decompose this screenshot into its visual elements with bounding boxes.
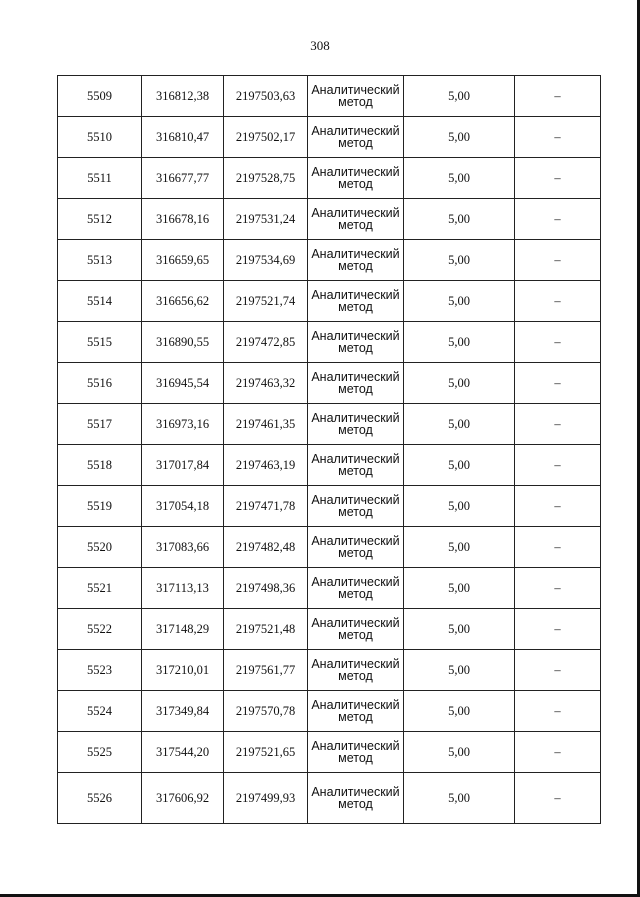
method-line-2: метод	[338, 300, 373, 314]
accuracy-cell: 5,00	[404, 322, 515, 363]
y-coordinate-cell: 2197498,36	[224, 568, 308, 609]
x-coordinate-cell: 317210,01	[142, 650, 224, 691]
method-cell	[308, 773, 404, 824]
y-coordinate-cell: 2197472,85	[224, 322, 308, 363]
accuracy-cell: 5,00	[404, 486, 515, 527]
method-cell	[308, 486, 404, 527]
point-number-cell: 5519	[58, 486, 142, 527]
method-cell	[308, 691, 404, 732]
page-number: 308	[310, 38, 330, 53]
accuracy-cell: 5,00	[404, 568, 515, 609]
method-cell	[308, 158, 404, 199]
x-coordinate-cell: 317083,66	[142, 527, 224, 568]
table-row	[58, 773, 601, 824]
point-number-cell: 5511	[58, 158, 142, 199]
accuracy-cell: 5,00	[404, 158, 515, 199]
y-coordinate-cell: 2197499,93	[224, 773, 308, 824]
table-row	[58, 404, 601, 445]
note-cell: –	[515, 527, 601, 568]
point-number-cell: 5513	[58, 240, 142, 281]
method-line-2: метод	[338, 587, 373, 601]
method-cell	[308, 650, 404, 691]
point-number-cell: 5520	[58, 527, 142, 568]
method-line-1: Аналитический	[311, 246, 400, 261]
method-cell	[308, 609, 404, 650]
method-line-1: Аналитический	[311, 287, 400, 302]
x-coordinate-cell: 317148,29	[142, 609, 224, 650]
note-cell: –	[515, 76, 601, 117]
point-number-cell: 5524	[58, 691, 142, 732]
accuracy-cell: 5,00	[404, 199, 515, 240]
method-line-2: метод	[338, 95, 373, 109]
x-coordinate-cell: 316812,38	[142, 76, 224, 117]
accuracy-cell: 5,00	[404, 609, 515, 650]
y-coordinate-cell: 2197570,78	[224, 691, 308, 732]
table-row	[58, 486, 601, 527]
y-coordinate-cell: 2197461,35	[224, 404, 308, 445]
method-cell	[308, 363, 404, 404]
y-coordinate-cell: 2197521,74	[224, 281, 308, 322]
method-cell	[308, 199, 404, 240]
accuracy-cell: 5,00	[404, 773, 515, 824]
method-line-1: Аналитический	[311, 492, 400, 507]
method-cell	[308, 404, 404, 445]
table-row	[58, 158, 601, 199]
y-coordinate-cell: 2197502,17	[224, 117, 308, 158]
x-coordinate-cell: 317113,13	[142, 568, 224, 609]
table-row	[58, 117, 601, 158]
method-line-1: Аналитический	[311, 123, 400, 138]
y-coordinate-cell: 2197521,65	[224, 732, 308, 773]
method-cell	[308, 240, 404, 281]
point-number-cell: 5509	[58, 76, 142, 117]
y-coordinate-cell: 2197534,69	[224, 240, 308, 281]
y-coordinate-cell: 2197561,77	[224, 650, 308, 691]
method-line-1: Аналитический	[311, 82, 400, 97]
coordinates-table	[57, 75, 601, 824]
x-coordinate-cell: 317606,92	[142, 773, 224, 824]
point-number-cell: 5522	[58, 609, 142, 650]
note-cell: –	[515, 732, 601, 773]
method-cell	[308, 568, 404, 609]
accuracy-cell: 5,00	[404, 363, 515, 404]
note-cell: –	[515, 486, 601, 527]
point-number-cell: 5518	[58, 445, 142, 486]
method-line-2: метод	[338, 259, 373, 273]
table-row	[58, 568, 601, 609]
method-line-2: метод	[338, 341, 373, 355]
y-coordinate-cell: 2197531,24	[224, 199, 308, 240]
x-coordinate-cell: 316659,65	[142, 240, 224, 281]
method-line-2: метод	[338, 751, 373, 765]
table-row	[58, 527, 601, 568]
accuracy-cell: 5,00	[404, 281, 515, 322]
note-cell: –	[515, 773, 601, 824]
accuracy-cell: 5,00	[404, 76, 515, 117]
note-cell: –	[515, 650, 601, 691]
accuracy-cell: 5,00	[404, 404, 515, 445]
table-row	[58, 691, 601, 732]
y-coordinate-cell: 2197482,48	[224, 527, 308, 568]
accuracy-cell: 5,00	[404, 732, 515, 773]
method-cell	[308, 76, 404, 117]
note-cell: –	[515, 281, 601, 322]
y-coordinate-cell: 2197528,75	[224, 158, 308, 199]
method-cell	[308, 281, 404, 322]
note-cell: –	[515, 240, 601, 281]
accuracy-cell: 5,00	[404, 445, 515, 486]
method-cell	[308, 527, 404, 568]
note-cell: –	[515, 363, 601, 404]
table-row	[58, 732, 601, 773]
method-line-2: метод	[338, 669, 373, 683]
method-line-2: метод	[338, 546, 373, 560]
point-number-cell: 5523	[58, 650, 142, 691]
method-line-2: метод	[338, 423, 373, 437]
table-row	[58, 363, 601, 404]
point-number-cell: 5510	[58, 117, 142, 158]
x-coordinate-cell: 317544,20	[142, 732, 224, 773]
method-cell	[308, 322, 404, 363]
table-row	[58, 76, 601, 117]
note-cell: –	[515, 158, 601, 199]
method-cell	[308, 445, 404, 486]
method-line-1: Аналитический	[311, 533, 400, 548]
y-coordinate-cell: 2197503,63	[224, 76, 308, 117]
table-row	[58, 650, 601, 691]
point-number-cell: 5515	[58, 322, 142, 363]
table-row	[58, 609, 601, 650]
method-line-1: Аналитический	[311, 697, 400, 712]
x-coordinate-cell: 316810,47	[142, 117, 224, 158]
y-coordinate-cell: 2197471,78	[224, 486, 308, 527]
point-number-cell: 5517	[58, 404, 142, 445]
note-cell: –	[515, 445, 601, 486]
point-number-cell: 5512	[58, 199, 142, 240]
note-cell: –	[515, 609, 601, 650]
point-number-cell: 5514	[58, 281, 142, 322]
method-line-2: метод	[338, 797, 373, 811]
method-line-1: Аналитический	[311, 164, 400, 179]
x-coordinate-cell: 316656,62	[142, 281, 224, 322]
note-cell: –	[515, 199, 601, 240]
method-line-2: метод	[338, 628, 373, 642]
method-line-1: Аналитический	[311, 410, 400, 425]
x-coordinate-cell: 317349,84	[142, 691, 224, 732]
point-number-cell: 5521	[58, 568, 142, 609]
method-line-1: Аналитический	[311, 328, 400, 343]
x-coordinate-cell: 316945,54	[142, 363, 224, 404]
accuracy-cell: 5,00	[404, 527, 515, 568]
method-line-1: Аналитический	[311, 656, 400, 671]
table-row	[58, 445, 601, 486]
x-coordinate-cell: 316973,16	[142, 404, 224, 445]
table-row	[58, 322, 601, 363]
note-cell: –	[515, 691, 601, 732]
accuracy-cell: 5,00	[404, 650, 515, 691]
note-cell: –	[515, 322, 601, 363]
method-line-1: Аналитический	[311, 738, 400, 753]
method-cell	[308, 732, 404, 773]
method-cell	[308, 117, 404, 158]
note-cell: –	[515, 568, 601, 609]
method-line-1: Аналитический	[311, 615, 400, 630]
x-coordinate-cell: 316677,77	[142, 158, 224, 199]
method-line-1: Аналитический	[311, 205, 400, 220]
method-line-2: метод	[338, 464, 373, 478]
point-number-cell: 5526	[58, 773, 142, 824]
x-coordinate-cell: 316678,16	[142, 199, 224, 240]
x-coordinate-cell: 317054,18	[142, 486, 224, 527]
y-coordinate-cell: 2197463,19	[224, 445, 308, 486]
accuracy-cell: 5,00	[404, 691, 515, 732]
point-number-cell: 5525	[58, 732, 142, 773]
note-cell: –	[515, 117, 601, 158]
table-row	[58, 281, 601, 322]
method-line-2: метод	[338, 218, 373, 232]
method-line-2: метод	[338, 382, 373, 396]
table-row	[58, 240, 601, 281]
method-line-2: метод	[338, 505, 373, 519]
x-coordinate-cell: 317017,84	[142, 445, 224, 486]
point-number-cell: 5516	[58, 363, 142, 404]
method-line-1: Аналитический	[311, 784, 400, 799]
method-line-1: Аналитический	[311, 451, 400, 466]
accuracy-cell: 5,00	[404, 117, 515, 158]
method-line-1: Аналитический	[311, 574, 400, 589]
method-line-2: метод	[338, 136, 373, 150]
table-row	[58, 199, 601, 240]
y-coordinate-cell: 2197521,48	[224, 609, 308, 650]
x-coordinate-cell: 316890,55	[142, 322, 224, 363]
method-line-1: Аналитический	[311, 369, 400, 384]
method-line-2: метод	[338, 177, 373, 191]
y-coordinate-cell: 2197463,32	[224, 363, 308, 404]
accuracy-cell: 5,00	[404, 240, 515, 281]
method-line-2: метод	[338, 710, 373, 724]
note-cell: –	[515, 404, 601, 445]
